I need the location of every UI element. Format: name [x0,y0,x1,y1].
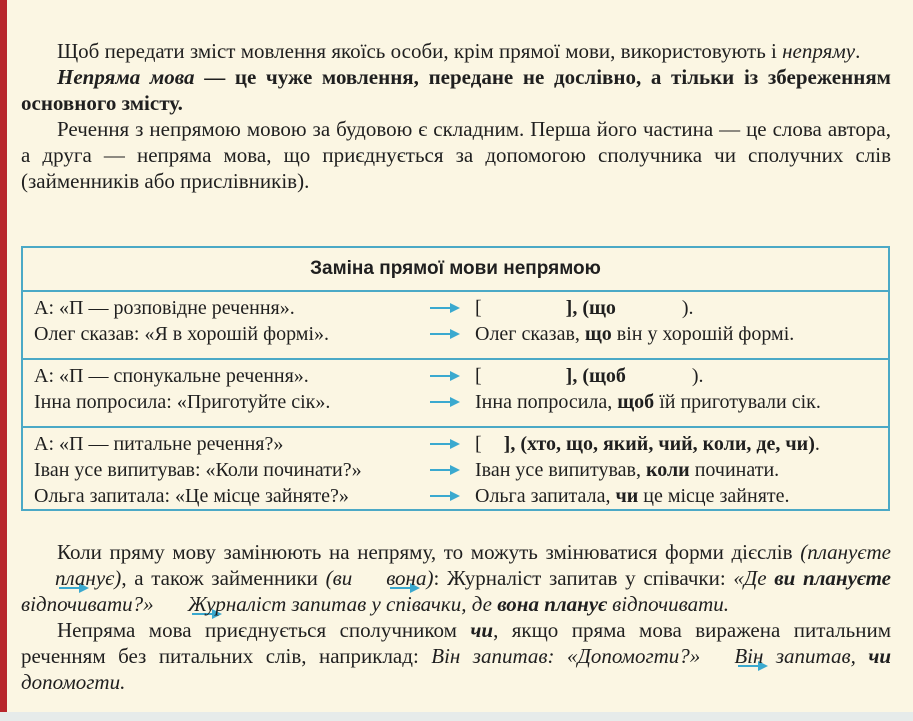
arrow-right-icon [415,303,475,313]
p5-conj: чи [470,618,494,642]
example-post: це місце зайняте. [638,484,790,507]
example-conj: що [584,322,612,345]
intro-block [21,38,891,194]
p4-quote-1-end: відпочивати?» [21,592,154,616]
row-right-example [475,459,888,482]
row-left-text: А: «П — спонукальне речення». [34,364,309,387]
p4-text: Коли пряму мову замінюють на непряму, то можуть змінюватися форми дієслів [57,540,801,564]
p1-end: . [855,39,861,63]
p4-quote-2-end: відпочивати. [606,592,730,616]
row-left-text: Олег сказав: «Я в хорошій формі». [34,322,329,345]
example-pre: Ольга запитала, [475,484,616,507]
row-right-scheme [475,433,888,456]
p4-pron-before: (ви [325,566,353,590]
bracket-open: [ [475,296,482,319]
p4-quote-1: «Де [733,566,775,590]
example-conj: коли [645,458,690,481]
page-bottom-edge [0,712,913,721]
row-left-text: А: «П — питальне речення?» [34,432,284,455]
example-pre: Олег сказав, [475,322,585,345]
table-row [23,431,888,457]
example-pre: Іван усе випитував, [475,458,646,481]
p5-example-1: Він запитав: «Допомогти?» [431,644,701,668]
table-row [23,483,888,509]
p4-text-3: : Журналіст запитав у співачки: [433,566,734,590]
arrow-right-icon [23,574,53,586]
paragraph-3: Речення з непрямою мовою за будовою є складним. Перша його частина — це слова автора, а друга — непряма мова, що приєднується за допомогою сполучника чи сполучних слів (займенників або прислівників). [21,117,891,193]
p1-text: Щоб передати зміст мовлення якоїсь особи, крім прямої мови, використовують і [57,39,783,63]
table-title: Заміна прямої мови непрямою [23,248,888,292]
row-right-example [475,391,888,414]
arrow-right-icon [415,465,475,475]
table-section-imperative [23,360,888,428]
row-right-scheme [475,365,888,388]
example-post: їй приготували сік. [654,390,821,413]
p4-pron-after: вона) [386,566,434,590]
p4-quote-2: Журналіст запитав у співачки, де [187,592,498,616]
p4-verb-before: (плануєте [800,540,891,564]
left-red-margin-bar [0,0,7,712]
definition-term: Непряма мова [57,65,195,89]
table-row [23,295,888,321]
row-left-text: А: «П — розповідне речення». [34,296,295,319]
scheme-end: ). [681,296,694,319]
table-row [23,389,888,415]
paragraph-4 [21,539,891,617]
paragraph-5 [21,617,891,695]
example-conj: щоб [617,390,655,413]
definition-text: — це чуже мовлення, передане не дослівно, а тільки із збереженням основного змісту. [21,65,891,115]
paragraph-1 [21,38,891,64]
outro-block [21,539,891,695]
row-right-example [475,485,888,508]
p5-text-2: , якщо пряма мова виражена питальним реченням без питальних слів, наприклад: [21,618,891,668]
p4-quote-2-bold: вона планує [497,592,607,616]
scheme-conj: ], (що [565,296,616,319]
scheme-conj: ], (хто, що, який, чий, коли, де, чи) [503,432,815,455]
example-post: починати. [689,458,780,481]
arrow-right-icon [354,574,384,586]
p1-italic-word: непряму [782,39,856,63]
table-row [23,363,888,389]
arrow-right-icon [156,600,186,612]
arrow-right-icon [415,371,475,381]
row-right-scheme [475,297,888,320]
table-row [23,457,888,483]
arrow-right-icon [702,652,732,664]
row-right-example [475,323,888,346]
p5-example-2: Він запитав, [734,644,869,668]
scheme-end: . [814,432,820,455]
p4-verb-after: планує) [55,566,122,590]
arrow-right-icon [415,397,475,407]
arrow-right-icon [415,329,475,339]
row-left-text: Інна попросила: «Приготуйте сік». [34,390,331,413]
p5-example-2-bold: чи [868,644,892,668]
bracket-open: [ [475,364,482,387]
table-section-declarative [23,292,888,360]
p5-example-2-end: допомогти. [21,670,126,694]
arrow-right-icon [415,491,475,501]
scheme-conj: ], (щоб [565,364,626,387]
bracket-open: [ [475,432,482,455]
p4-quote-1-bold: ви плануєте [774,566,891,590]
row-left-text: Ольга запитала: «Це місце зайняте?» [34,484,349,507]
example-post: він у хорошій формі. [611,322,795,345]
table-section-interrogative [23,428,888,511]
example-pre: Інна попросила, [475,390,618,413]
arrow-right-icon [415,439,475,449]
p4-text-2: , а також займенники [121,566,326,590]
paragraph-definition [21,64,891,116]
scheme-end: ). [691,364,704,387]
p5-text: Непряма мова приєднується сполучником [57,618,471,642]
example-conj: чи [615,484,639,507]
table-row [23,321,888,347]
row-left-text: Іван усе випитував: «Коли починати?» [34,458,362,481]
replacement-table [21,246,890,511]
